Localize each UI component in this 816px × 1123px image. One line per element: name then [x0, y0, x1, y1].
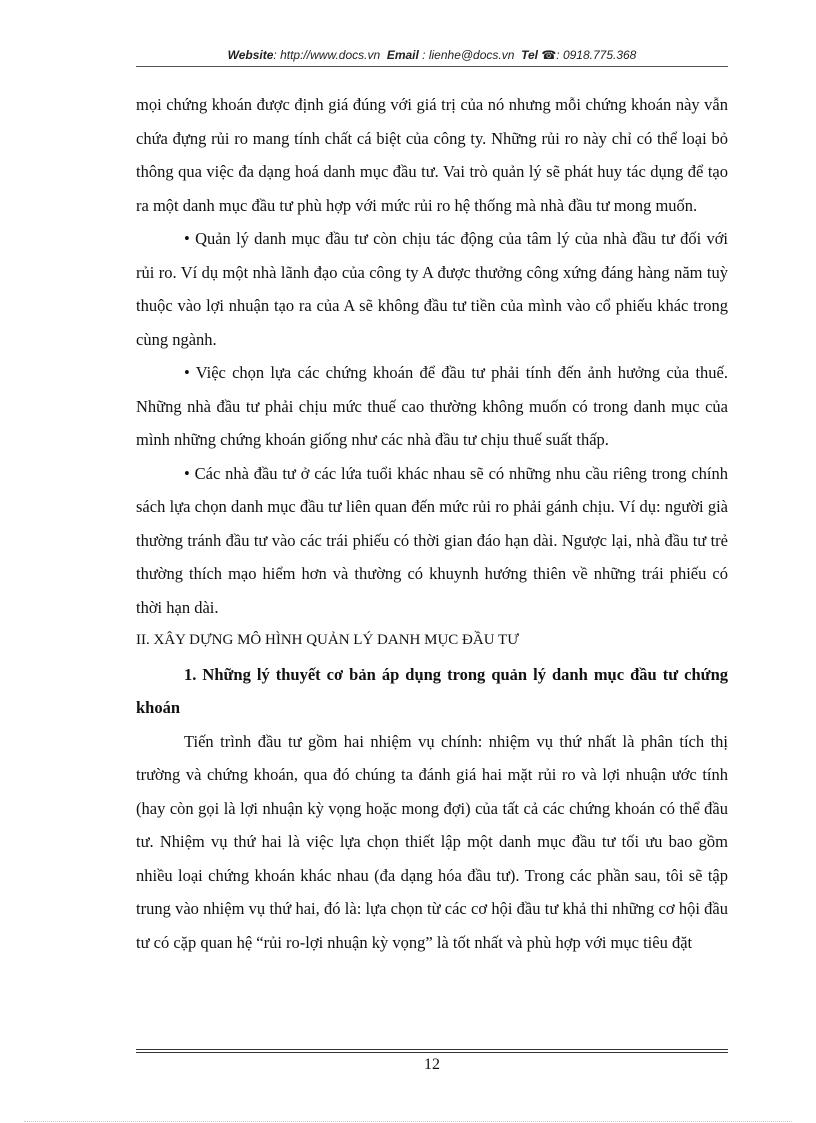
footer-divider-top [136, 1049, 728, 1050]
paragraph-3-text: Việc chọn lựa các chứng khoán để đầu tư phải tính đến ảnh hưởng của thuế. Những nhà đầu tư phải chịu mức thuế cao thường không muốn có trong danh mục của mình những chứng khoán giống như các nhà đầu tư chịu thuế suất thấp. [136, 363, 729, 449]
page-header [136, 48, 728, 62]
paragraph-1: mọi chứng khoán được định giá đúng với giá trị của nó nhưng mỗi chứng khoán này vẫn chứa đựng rủi ro mang tính chất cá biệt của công ty. Những rủi ro này chỉ có thể loại bỏ thông qua việc đa dạng hoá danh mục đầu tư. Vai trò quản lý sẽ phát huy tác dụng để tạo ra một danh mục đầu tư phù hợp với mức rủi ro hệ thống mà nhà đầu tư mong muốn. [136, 95, 728, 215]
bullet-paragraph-3 [136, 356, 728, 457]
document-body [136, 88, 728, 959]
website-value: : http://www.docs.vn [273, 48, 381, 62]
footer-divider-bottom [136, 1052, 728, 1053]
bullet-paragraph-4 [136, 457, 728, 625]
email-value: : lienhe@docs.vn [422, 48, 515, 62]
tel-label: Tel [521, 48, 538, 62]
paragraph-4-text: Các nhà đầu tư ở các lứa tuổi khác nhau sẽ có những nhu cầu riêng trong chính sách lựa chọn danh mục đầu tư liên quan đến mức rủi ro phải gánh chịu. Ví dụ: người già thường tránh đầu tư vào các trái phiếu có thời gian đáo hạn dài. Ngược lại, nhà đầu tư trẻ thường thích mạo hiểm hơn và thường có khuynh hướng thiên về những trái phiếu có thời hạn dài. [136, 463, 729, 617]
tel-value: : 0918.775.368 [556, 48, 637, 62]
phone-icon: ☎ [541, 48, 557, 62]
paragraph-5: Tiến trình đầu tư gồm hai nhiệm vụ chính: nhiệm vụ thứ nhất là phân tích thị trường và chứng khoán, qua đó chúng ta đánh giá hai mặt rủi ro và lợi nhuận ước tính (hay còn gọi là lợi nhuận kỳ vọng hoặc mong đợi) của tất cả các chứng khoán có thể đầu tư. Nhiệm vụ thứ hai là việc lựa chọn thiết lập một danh mục đầu tư tối ưu bao gồm nhiều loại chứng khoán khác nhau (đa dạng hóa đầu tư). Trong các phần sau, tôi sẽ tập trung vào nhiệm vụ thứ hai, đó là: lựa chọn từ các cơ hội đầu tư khả thi những cơ hội đầu tư có cặp quan hệ “rủi ro-lợi nhuận kỳ vọng” là tốt nhất và phù hợp với mục tiêu đặt [136, 731, 728, 952]
subsection-heading: 1. Những lý thuyết cơ bản áp dụng trong quản lý danh mục đầu tư chứng khoán [136, 664, 728, 717]
page-number: 12 [424, 1056, 440, 1073]
bullet-icon: • [184, 229, 190, 248]
bullet-icon: • [184, 463, 190, 483]
header-divider [136, 66, 728, 67]
page-edge-dotted-line [24, 1121, 792, 1122]
section-heading: II. XÂY DỰNG MÔ HÌNH QUẢN LÝ DANH MỤC ĐẦU TƯ [136, 632, 519, 648]
paragraph-2-text: Quản lý danh mục đầu tư còn chịu tác động của tâm lý của nhà đầu tư đối với rủi ro. Ví dụ một nhà lãnh đạo của công ty A được thưởng công xứng đáng hàng năm tuỳ thuộc vào lợi nhuận tạo ra của A sẽ không đầu tư tiền của mình vào cổ phiếu khác trong cùng ngành. [136, 229, 729, 349]
website-label: Website [227, 48, 274, 62]
email-label: Email [386, 48, 419, 62]
bullet-paragraph-2 [136, 222, 728, 356]
bullet-icon: • [184, 363, 190, 382]
